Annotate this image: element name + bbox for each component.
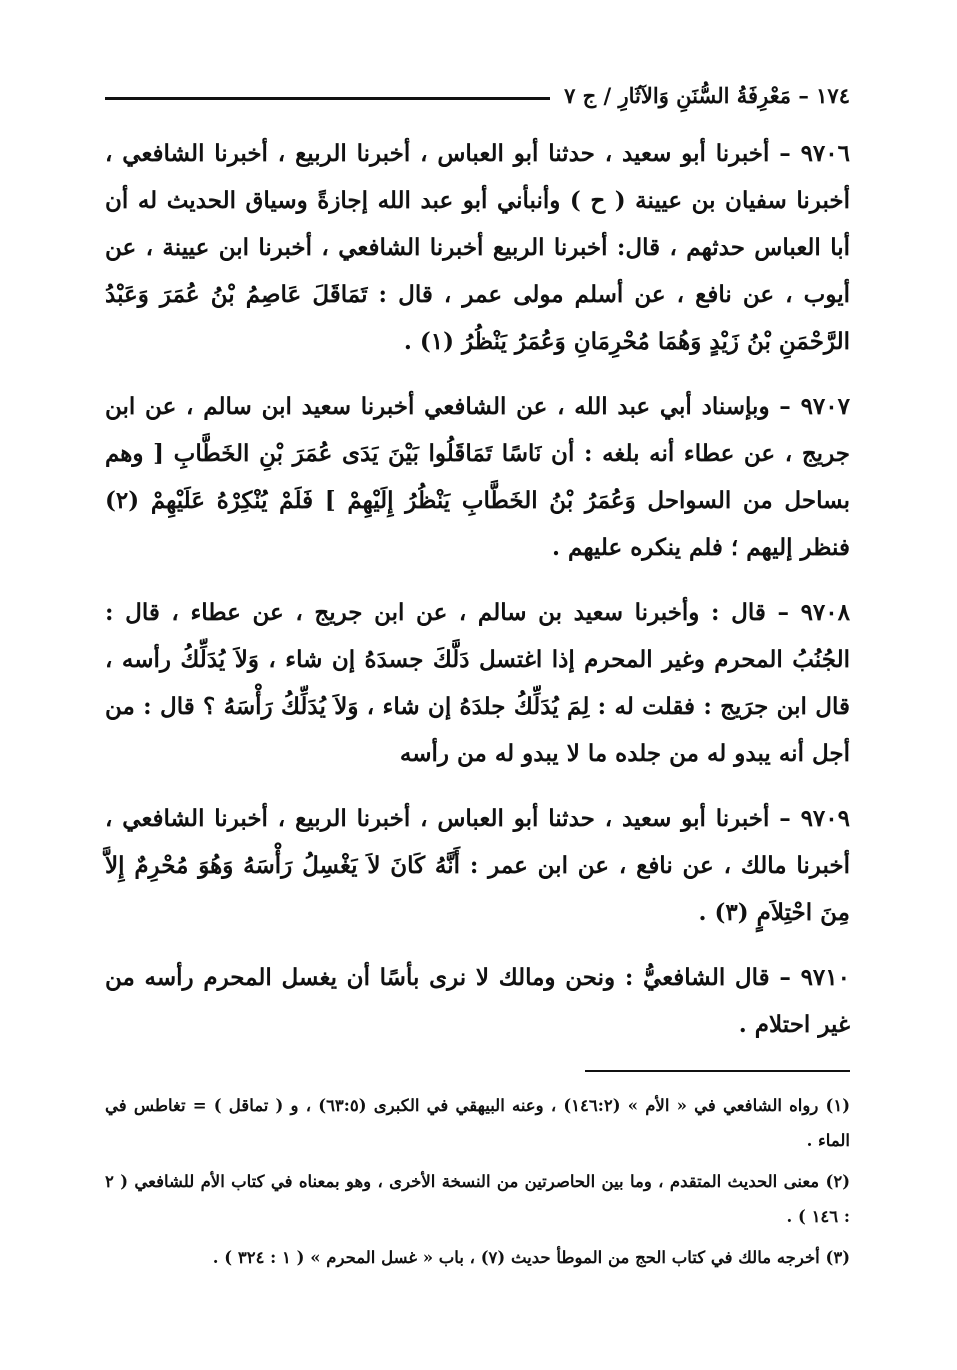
hadith-paragraph: ٩٧١٠ – قال الشافعيُّ : ونحن ومالك لا نرى بأسًا أن يغسل المحرم رأسه من غير احتلام . xyxy=(105,964,850,1038)
running-title: ١٧٤ – مَعْرِفَةُ السُّنَنِ وَالآثَارِ / ج ٧ xyxy=(564,82,850,108)
header-rule xyxy=(105,97,550,100)
hadith-paragraph: ٩٧٠٩ – أخبرنا أبو سعيد ، حدثنا أبو العباس ، أخبرنا الربيع ، أخبرنا الشافعي ، أخبرنا مالك ، عن نافع ، عن ابن عمر : أَنَّهُ كَانَ لاَ يَغْسِلُ رَأْسَهُ وَهُوَ مُحْرِمٌ إِلاَّ مِنَ احْتِلاَمٍ (٣) . xyxy=(105,805,850,926)
hadith-paragraph: ٩٧٠٨ – قال : وأخبرنا سعيد بن سالم ، عن ابن جريج ، عن عطاء ، قال : الجُنُبُ المحرم وغير المحرم إذا اغتسل دَلَّكَ جسدَهُ إن شاء ، وَلاَ يُدَلِّكُ رأسه ، قال ابن جرَيج : فقلت له : لِمَ يُدَلِّكُ جلدَهُ إن شاء ، وَلاَ يُدَلِّكُ رَأْسَهُ ؟ قال : من أجل أنه يبدو له من جلده ما لا يبدو له من رأسه xyxy=(105,599,850,767)
footnote: (٢) معنى الحديث المتقدم ، وما بين الحاصرتين من النسخة الأخرى ، وهو بمعناه في كتاب الأم للشافعي ( ٢ : ١٤٦ ) . xyxy=(105,1172,850,1226)
main-text xyxy=(105,130,850,1066)
footnotes xyxy=(105,1088,850,1281)
footnote: (٣) أخرجه مالك في كتاب الحج من الموطأ حديث (٧) ، باب « غسل المحرم » ( ١ : ٣٢٤ ) . xyxy=(212,1248,850,1267)
page-header xyxy=(105,80,850,110)
footnote-separator xyxy=(585,1070,850,1072)
footnote: (١) رواه الشافعي في « الأم » (١٤٦:٢) ، وعنه البيهقي في الكبرى (٦٣:٥) ، و ( تماقل ) = تغاطس في الماء . xyxy=(105,1096,850,1150)
hadith-paragraph: ٩٧٠٦ – أخبرنا أبو سعيد ، حدثنا أبو العباس ، أخبرنا الربيع ، أخبرنا الشافعي ، أخبرنا سفيان بن عيينة ( ح ) وأنبأني أبو عبد الله إجازةً وسياق الحديث له أن أبا العباس حدثهم ، قال: أخبرنا الربيع أخبرنا الشافعي ، أخبرنا ابن عيينة ، عن أيوب ، عن نافع ، عن أسلم مولى عمر ، قال : تَمَاقَلَ عَاصِمُ بْنُ عُمَرَ وَعَبْدُ الرَّحْمَنِ بْنُ زَيْدٍ وَهُمَا مُحْرِمَانِ وَعُمَرُ يَنْظُرُ (١) . xyxy=(105,140,850,355)
hadith-paragraph: ٩٧٠٧ – وبإسناد أبي عبد الله ، عن الشافعي أخبرنا سعيد ابن سالم ، عن ابن جريج ، عن عطاء أنه بلغه : أن نَاسًا تَمَاقَلُوا بَيْنَ يَدَى عُمَرَ بْنِ الخَطَّابِ [ وهم بساحل من السواحل وَعُمَرُ بْنُ الخَطَّابِ يَنْظُرُ إِلَيْهِمْ ] فَلَمْ يُنْكِرْهُ عَلَيْهِمْ (٢) فنظر إليهم ؛ فلم ينكره عليهم . xyxy=(105,393,850,561)
